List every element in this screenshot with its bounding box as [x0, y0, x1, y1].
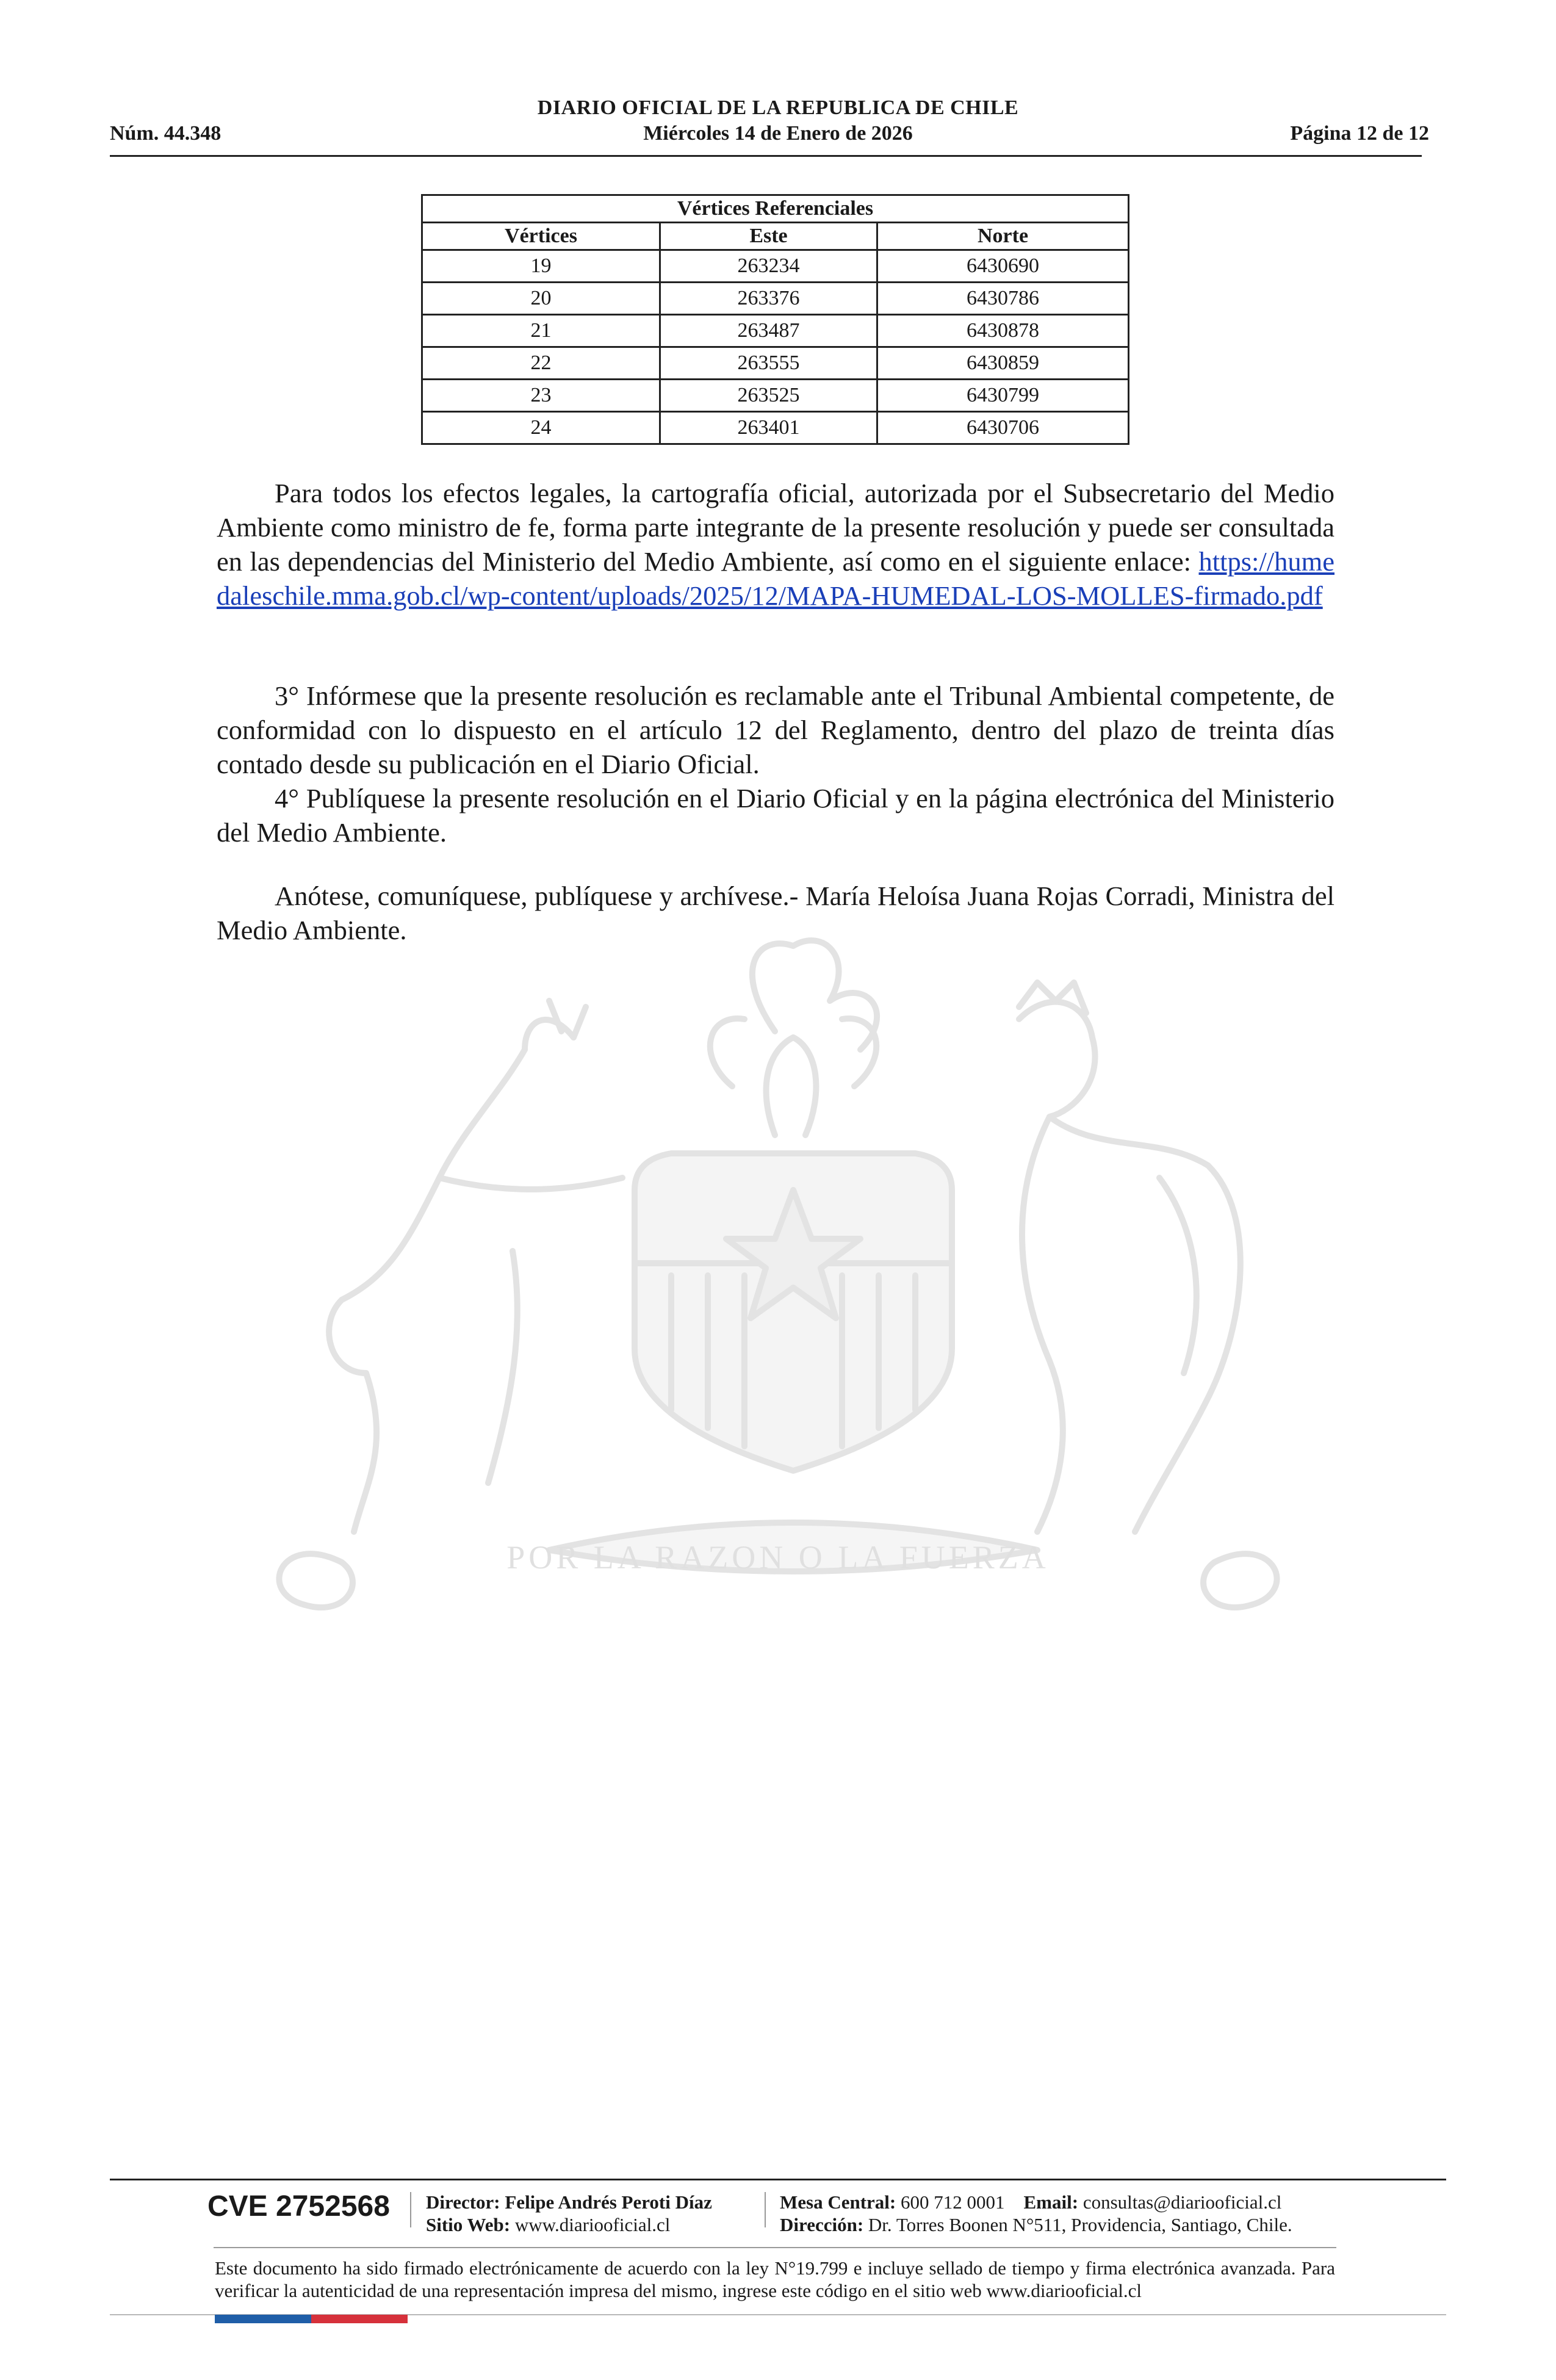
- table-row: [422, 283, 1129, 315]
- table-cell: 19: [422, 250, 660, 283]
- table-cell: 6430690: [877, 250, 1129, 283]
- website-value[interactable]: www.diariooficial.cl: [514, 2214, 671, 2235]
- flag-stripe-blue: [215, 2315, 311, 2323]
- cartography-paragraph: [217, 476, 1334, 613]
- vertices-table: [421, 194, 1129, 445]
- column-header: Este: [660, 223, 877, 250]
- table-row: [422, 347, 1129, 380]
- closing-text: Anótese, comuníquese, publíquese y archívese.- María Heloísa Juana Rojas Corradi, Ministra del Medio Ambiente.: [217, 881, 1334, 945]
- address-value: Dr. Torres Boonen N°511, Providencia, Santiago, Chile.: [868, 2214, 1292, 2235]
- table-cell: 6430799: [877, 380, 1129, 412]
- table-row: [422, 250, 1129, 283]
- footer-director-block: [426, 2191, 712, 2236]
- table-cell: 263525: [660, 380, 877, 412]
- header-divider: [110, 155, 1422, 157]
- director-name: Felipe Andrés Peroti Díaz: [505, 2191, 712, 2213]
- director-label: Director:: [426, 2191, 500, 2213]
- email-value[interactable]: consultas@diariooficial.cl: [1082, 2191, 1282, 2213]
- footer-divider-top: [110, 2179, 1446, 2180]
- table-cell: 6430859: [877, 347, 1129, 380]
- article-3-paragraph: 3° Infórmese que la presente resolución es reclamable ante el Tribunal Ambiental competente, de conformidad con lo dispuesto en el artículo 12 del Reglamento, dentro del plazo de treinta días contado desde su publicación en el Diario Oficial.: [217, 680, 1334, 779]
- mesa-central-value: 600 712 0001: [901, 2191, 1005, 2213]
- table-cell: 23: [422, 380, 660, 412]
- footer-separator: [765, 2192, 766, 2227]
- paragraph-text: Para todos los efectos legales, la cartografía oficial, autorizada por el Subsecretario del Medio Ambiente como ministro de fe, forma parte integrante de la presente resolución y puede ser consultada en las dependencias del Ministerio del Medio Ambiente, así como en el siguiente enlace:: [217, 478, 1334, 577]
- watermark-motto: POR LA RAZON O LA FUERZA: [506, 1539, 1050, 1576]
- resolution-articles: [217, 679, 1334, 849]
- issue-date: Miércoles 14 de Enero de 2026: [643, 122, 913, 145]
- article-4-paragraph: 4° Publíquese la presente resolución en el Diario Oficial y en la página electrónica del Ministerio del Medio Ambiente.: [217, 783, 1334, 848]
- table-caption: Vértices Referenciales: [422, 195, 1129, 223]
- issue-number: Núm. 44.348: [110, 122, 222, 145]
- footer-separator: [410, 2192, 411, 2227]
- table-row: [422, 315, 1129, 347]
- table-cell: 6430786: [877, 283, 1129, 315]
- table-cell: 24: [422, 412, 660, 444]
- column-header: Vértices: [422, 223, 660, 250]
- table-cell: 6430706: [877, 412, 1129, 444]
- table-cell: 6430878: [877, 315, 1129, 347]
- table-cell: 263555: [660, 347, 877, 380]
- footer-divider-middle: [214, 2247, 1336, 2248]
- table-cell: 263234: [660, 250, 877, 283]
- table-row: [422, 412, 1129, 444]
- coat-of-arms-watermark: [207, 934, 1349, 1623]
- table-row: [422, 380, 1129, 412]
- email-label: Email:: [1023, 2191, 1079, 2213]
- electronic-signature-note: Este documento ha sido firmado electrónicamente de acuerdo con la ley N°19.799 e incluye sellado de tiempo y firma electrónica avanzada. Para verificar la autenticidad de una representación impresa del mismo, ingrese este código en el sitio web www.diariooficial.cl: [215, 2257, 1335, 2301]
- closing-signature-paragraph: [217, 879, 1334, 947]
- newspaper-title: DIARIO OFICIAL DE LA REPUBLICA DE CHILE: [537, 96, 1019, 119]
- column-header: Norte: [877, 223, 1129, 250]
- footer-contact-block: [780, 2191, 1292, 2236]
- cve-code: CVE 2752568: [207, 2190, 390, 2223]
- address-label: Dirección:: [780, 2214, 864, 2235]
- page-indicator: Página 12 de 12: [1290, 122, 1429, 145]
- mesa-central-label: Mesa Central:: [780, 2191, 896, 2213]
- table-cell: 21: [422, 315, 660, 347]
- flag-stripe-red: [311, 2315, 408, 2323]
- table-cell: 263401: [660, 412, 877, 444]
- table-cell: 20: [422, 283, 660, 315]
- cartography-map-link[interactable]: https://humedaleschile.mma.gob.cl/wp-content/uploads/2025/12/MAPA-HUMEDAL-LOS-MOLLES-firmado.pdf: [217, 546, 1334, 611]
- table-cell: 22: [422, 347, 660, 380]
- table-cell: 263487: [660, 315, 877, 347]
- table-cell: 263376: [660, 283, 877, 315]
- website-label: Sitio Web:: [426, 2214, 511, 2235]
